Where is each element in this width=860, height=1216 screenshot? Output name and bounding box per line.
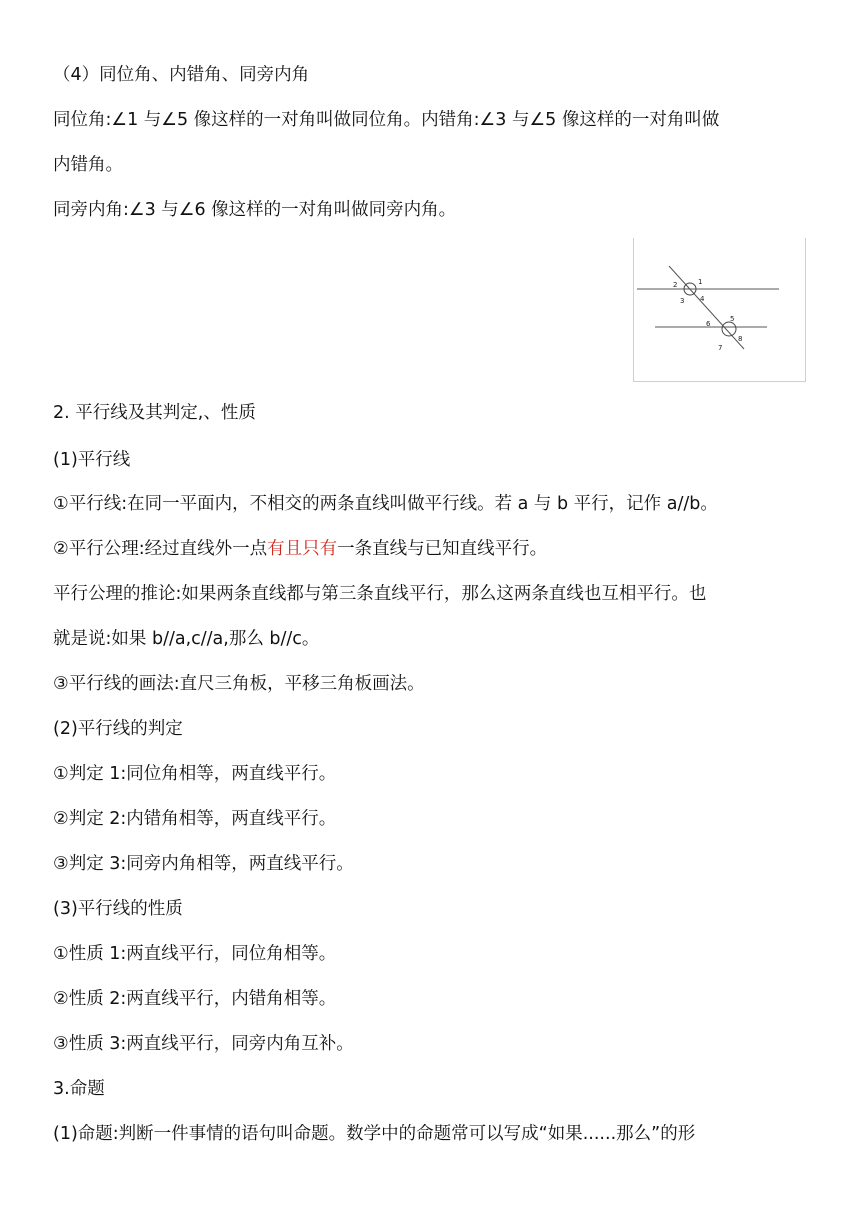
alternate-angle-def-cont: 内错角。 [53,155,123,175]
angle-label-4: 4 [700,295,705,303]
parallel-drawing-method: ③平行线的画法:直尺三角板，平移三角板画法。 [53,674,425,694]
subsection-parallel-lines: (1)平行线 [53,450,131,470]
subsection-parallel-properties: (3)平行线的性质 [53,899,183,919]
angle-label-5: 5 [730,315,735,323]
property-1: ①性质 1:两直线平行，同位角相等。 [53,944,337,964]
section-2-title: 2. 平行线及其判定,、性质 [53,403,256,423]
parallel-axiom [53,537,547,561]
corresponding-angle-def: 同位角:∠1 与∠5 像这样的一对角叫做同位角。内错角:∠3 与∠5 像这样的一对角叫做 [53,110,720,130]
parallel-corollary-line1: 平行公理的推论:如果两条直线都与第三条直线平行，那么这两条直线也互相平行。也 [53,584,707,604]
property-2: ②性质 2:两直线平行，内错角相等。 [53,989,337,1009]
angle-diagram [633,238,806,382]
intersection-circle-bottom [722,322,736,336]
co-interior-angle-def: 同旁内角:∠3 与∠6 像这样的一对角叫做同旁内角。 [53,200,457,220]
parallel-corollary-line2: 就是说:如果 b//a,c//a,那么 b//c。 [53,629,320,649]
criterion-1: ①判定 1:同位角相等，两直线平行。 [53,764,337,784]
angle-label-8: 8 [738,335,743,343]
subsection-parallel-criteria: (2)平行线的判定 [53,719,183,739]
criterion-3: ③判定 3:同旁内角相等，两直线平行。 [53,854,354,874]
angle-label-1: 1 [698,278,703,286]
angle-diagram-svg [634,238,807,382]
proposition-def: (1)命题:判断一件事情的语句叫命题。数学中的命题常可以写成“如果......那么”的形 [53,1124,696,1144]
property-3: ③性质 3:两直线平行，同旁内角互补。 [53,1034,354,1054]
angle-label-7: 7 [718,344,723,352]
parallel-axiom-highlight: 有且只有 [267,539,338,559]
angle-label-2: 2 [673,281,678,289]
criterion-2: ②判定 2:内错角相等，两直线平行。 [53,809,337,829]
parallel-axiom-pre: ②平行公理:经过直线外一点 [53,539,268,559]
angle-label-3: 3 [680,297,685,305]
parallel-line-def: ①平行线:在同一平面内，不相交的两条直线叫做平行线。若 a 与 b 平行，记作 a//b。 [53,494,718,514]
parallel-axiom-post: 一条直线与已知直线平行。 [337,539,548,559]
angle-label-6: 6 [706,320,711,328]
transversal-line [669,266,744,349]
section-4-title: （4）同位角、内错角、同旁内角 [53,65,310,85]
section-3-title: 3.命题 [53,1079,105,1099]
